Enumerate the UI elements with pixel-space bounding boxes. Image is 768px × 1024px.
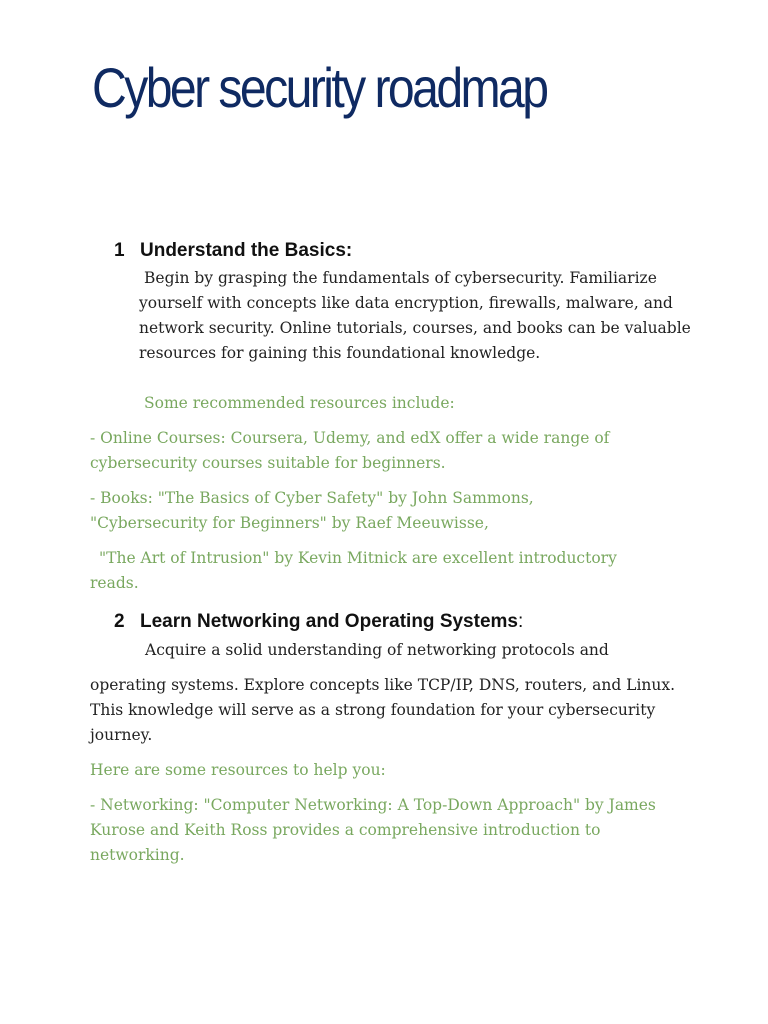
section-1-heading (114, 240, 352, 262)
section-1-paragraph: Begin by grasping the fundamentals of cybersecurity. Familiarize yourself with concepts like data encryption, firewalls, malware, and network security. Online tutorials, courses, and books can be valuable resources for gaining this foundational knowledge. (139, 269, 691, 362)
section-1-heading-text: Understand the Basics: (140, 240, 353, 261)
section-1-number: 1 (114, 240, 125, 261)
section-1-resource-item: "The Art of Intrusion" by Kevin Mitnick are excellent introductory reads. (90, 549, 617, 592)
section-1-resources-intro: Some recommended resources include: (144, 394, 455, 412)
section-1-resource-item: - Books: "The Basics of Cyber Safety" by John Sammons, "Cybersecurity for Beginners" by Raef Meeuwisse, (90, 489, 534, 532)
section-2-resource-item: - Networking: "Computer Networking: A Top-Down Approach" by James Kurose and Keith Ross provides a comprehensive introduction to networking. (90, 796, 656, 864)
section-2-heading-text: Learn Networking and Operating Systems (140, 611, 518, 632)
section-2-paragraph-first-line: Acquire a solid understanding of networking protocols and (145, 641, 609, 659)
section-1-resource-item: - Online Courses: Coursera, Udemy, and edX offer a wide range of cybersecurity courses suitable for beginners. (90, 429, 610, 472)
section-2-heading (114, 611, 523, 633)
page-title: Cyber security roadmap (92, 56, 547, 119)
section-2-resources-intro: Here are some resources to help you: (90, 761, 386, 779)
section-2-number: 2 (114, 611, 125, 632)
section-2-paragraph: operating systems. Explore concepts like TCP/IP, DNS, routers, and Linux. This knowledge will serve as a strong foundation for your cybersecurity journey. (90, 676, 676, 744)
section-2-heading-colon: : (517, 611, 524, 632)
